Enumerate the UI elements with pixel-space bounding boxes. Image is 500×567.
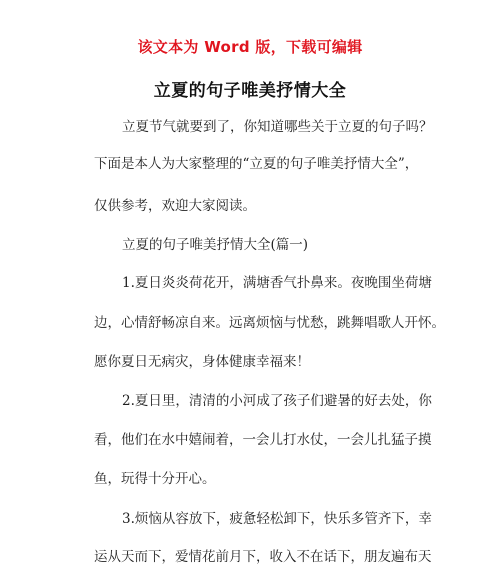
paragraph-line: 运从天而下，爱情花前月下，收入不在话下，朋友遍布天 <box>94 549 432 565</box>
paragraph-line: 仅供参考，欢迎大家阅读。 <box>94 198 256 214</box>
paragraph-line: 1.夏日炎炎荷花开，满塘香气扑鼻来。夜晚围坐荷塘 <box>122 275 432 291</box>
document-title: 立夏的句子唯美抒情大全 <box>153 81 347 101</box>
paragraph-line: 立夏节气就要到了，你知道哪些关于立夏的句子吗？ <box>122 119 433 135</box>
paragraph-line: 愿你夏日无病灾，身体健康幸福来！ <box>94 354 310 370</box>
paragraph-line: 鱼，玩得十分开心。 <box>94 471 216 487</box>
editable-notice-banner: 该文本为 Word 版，下载可编辑 <box>137 38 363 56</box>
section-heading: 立夏的句子唯美抒情大全(篇一) <box>122 237 309 253</box>
paragraph-line: 看，他们在水中嬉闹着，一会儿打水仗，一会儿扎猛子摸 <box>94 432 432 448</box>
paragraph-line: 2.夏日里，清清的小河成了孩子们避暑的好去处，你 <box>122 393 432 409</box>
paragraph-line: 边，心情舒畅凉自来。远离烦恼与忧愁，跳舞唱歌人开怀。 <box>94 315 445 331</box>
paragraph-line: 3.烦恼从容放下，疲惫轻松卸下，快乐多管齐下，幸 <box>122 511 432 527</box>
paragraph-line: 下面是本人为大家整理的“立夏的句子唯美抒情大全”， <box>94 156 419 172</box>
